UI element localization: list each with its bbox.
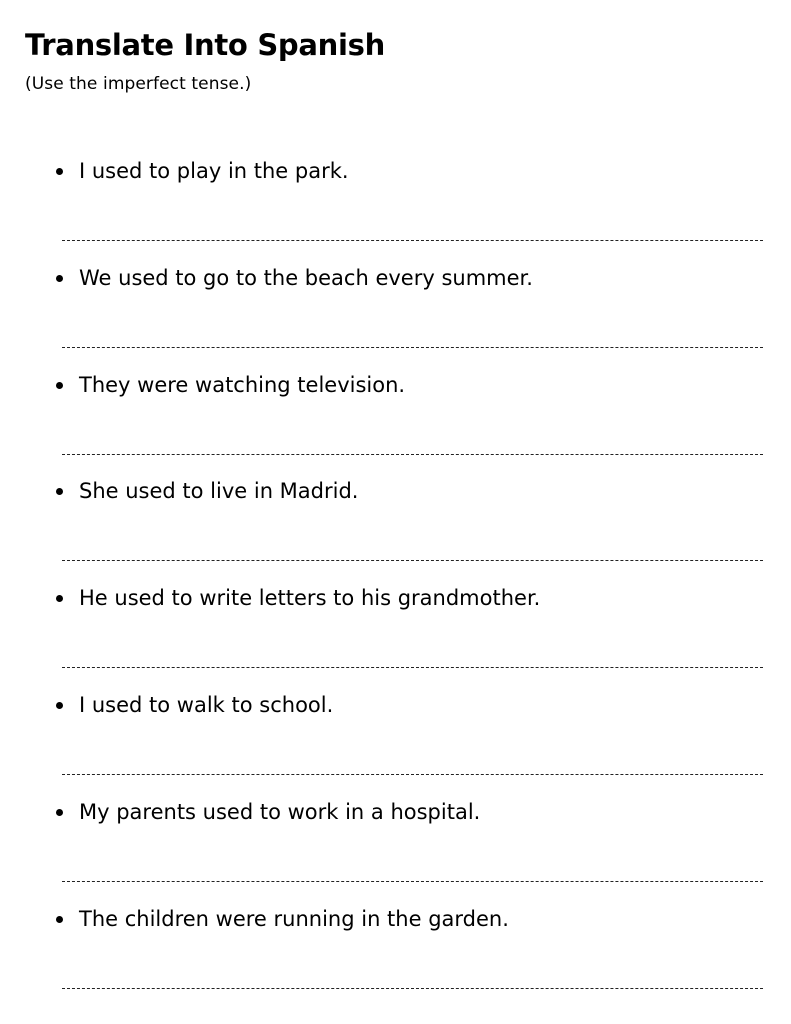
exercise-item bbox=[0, 472, 791, 579]
exercise-sentence: We used to go to the beach every summer. bbox=[79, 265, 533, 290]
exercise-sentence: I used to walk to school. bbox=[79, 692, 334, 717]
exercise-list bbox=[0, 152, 791, 1006]
bullet-icon bbox=[56, 382, 63, 389]
bullet-icon bbox=[56, 275, 63, 282]
answer-line[interactable] bbox=[62, 988, 763, 989]
exercise-item bbox=[0, 900, 791, 1007]
exercise-item bbox=[0, 259, 791, 366]
exercise-item bbox=[0, 366, 791, 473]
bullet-icon bbox=[56, 702, 63, 709]
exercise-sentence: The children were running in the garden. bbox=[79, 906, 509, 931]
bullet-icon bbox=[56, 916, 63, 923]
exercise-item bbox=[0, 686, 791, 793]
answer-line[interactable] bbox=[62, 454, 763, 455]
exercise-sentence: My parents used to work in a hospital. bbox=[79, 799, 481, 824]
exercise-item bbox=[0, 793, 791, 900]
answer-line[interactable] bbox=[62, 667, 763, 668]
exercise-item bbox=[0, 152, 791, 259]
answer-line[interactable] bbox=[62, 560, 763, 561]
answer-line[interactable] bbox=[62, 881, 763, 882]
exercise-sentence: She used to live in Madrid. bbox=[79, 479, 359, 504]
exercise-sentence: He used to write letters to his grandmother. bbox=[79, 586, 541, 611]
exercise-item bbox=[0, 579, 791, 686]
bullet-icon bbox=[56, 595, 63, 602]
bullet-icon bbox=[56, 488, 63, 495]
worksheet-instructions: (Use the imperfect tense.) bbox=[25, 74, 252, 94]
answer-line[interactable] bbox=[62, 240, 763, 241]
answer-line[interactable] bbox=[62, 774, 763, 775]
answer-line[interactable] bbox=[62, 347, 763, 348]
worksheet-title: Translate Into Spanish bbox=[25, 28, 385, 62]
exercise-sentence: They were watching television. bbox=[79, 372, 406, 397]
exercise-sentence: I used to play in the park. bbox=[79, 159, 349, 183]
bullet-icon bbox=[56, 168, 63, 175]
bullet-icon bbox=[56, 809, 63, 816]
